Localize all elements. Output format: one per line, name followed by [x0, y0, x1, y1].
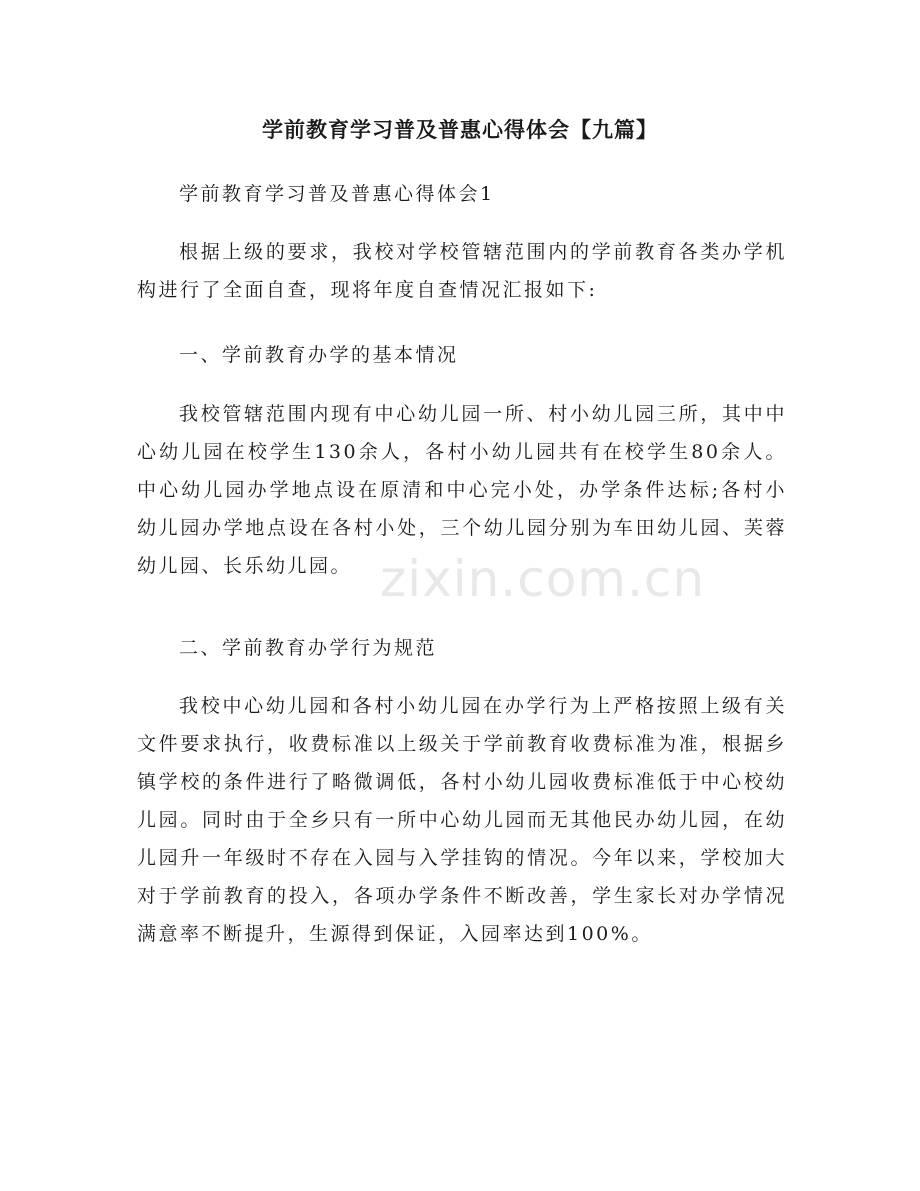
intro-paragraph: 根据上级的要求，我校对学校管辖范围内的学前教育各类办学机构进行了全面自查，现将年度自查情况汇报如下: [137, 241, 787, 301]
heading-basic-situation: 一、学前教育办学的基本情况 [179, 344, 459, 366]
basic-situation-paragraph: 我校管辖范围内现有中心幼儿园一所、村小幼儿园三所，其中中心幼儿园在校学生130余人，各村小幼儿园共有在校学生80余人。中心幼儿园办学地点设在原清和中心完小处，办学条件达标;各村小幼儿园办学地点设在各村小处，三个幼儿园分别为车田幼儿园、芙蓉幼儿园、长乐幼儿园。 [137, 403, 787, 577]
behavior-norms-paragraph: 我校中心幼儿园和各村小幼儿园在办学行为上严格按照上级有关文件要求执行，收费标准以上级关于学前教育收费标准为准，根据乡镇学校的条件进行了略微调低，各村小幼儿园收费标准低于中心校幼儿园。同时由于全乡只有一所中心幼儿园而无其他民办幼儿园，在幼儿园升一年级时不存在入园与入学挂钩的情况。今年以来，学校加大对于学前教育的投入，各项办学条件不断改善，学生家长对办学情况满意率不断提升，生源得到保证，入园率达到100%。 [137, 695, 787, 945]
watermark: zixin.com.cn [380, 550, 706, 608]
section-subtitle: 学前教育学习普及普惠心得体会1 [179, 183, 495, 205]
document-title: 学前教育学习普及普惠心得体会【九篇】 [262, 118, 658, 142]
heading-behavior-norms: 二、学前教育办学行为规范 [179, 637, 438, 659]
